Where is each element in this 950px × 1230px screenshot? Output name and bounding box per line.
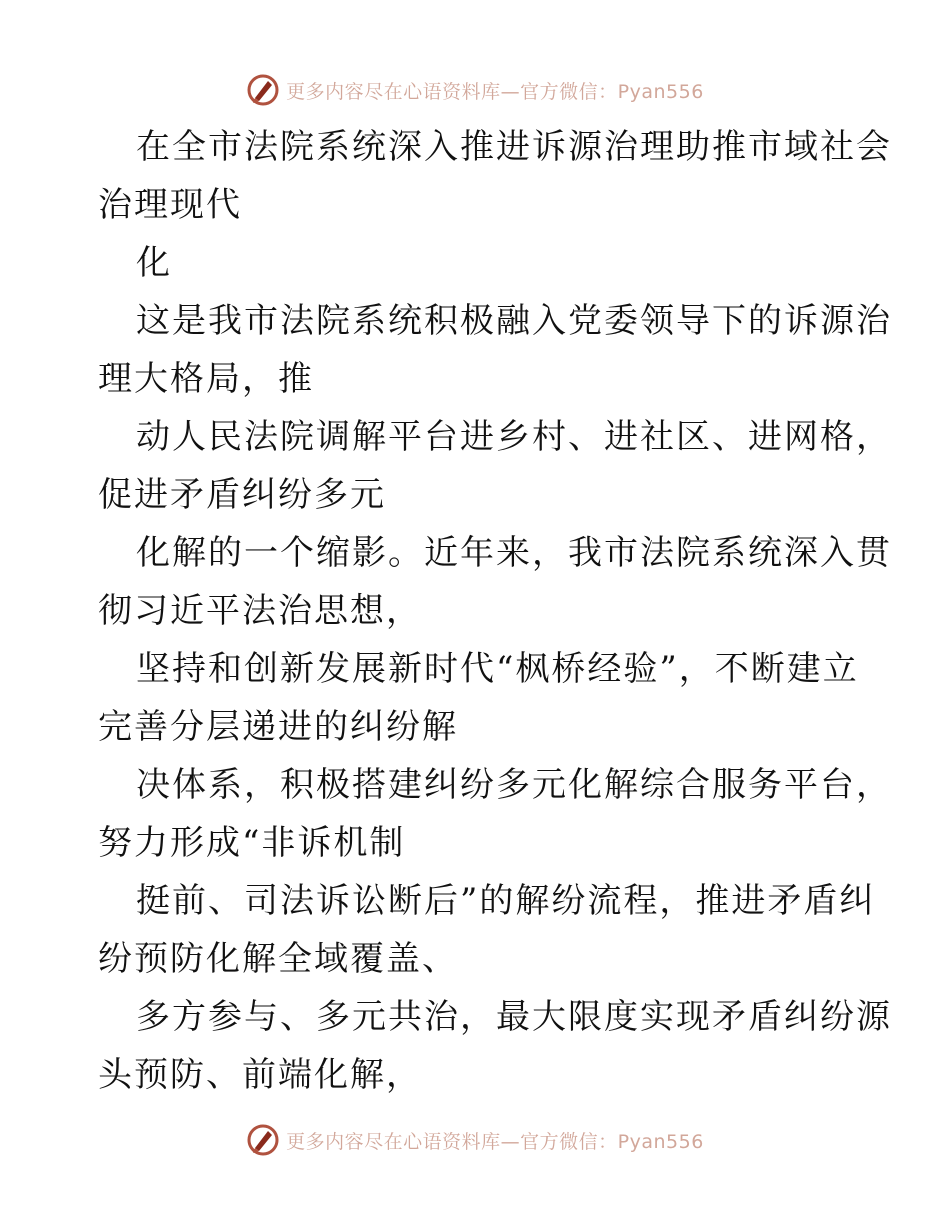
paragraph: 多方参与、多元共治，最大限度实现矛盾纠纷源 头预防、前端化解，: [98, 997, 892, 1095]
quill-pen-logo-icon: [246, 73, 280, 107]
footer-banner-text: 更多内容尽在心语资料库—官方微信：Pyan556: [286, 1130, 704, 1153]
quill-pen-logo-icon: [246, 1123, 280, 1157]
paragraph: 坚持和创新发展新时代“枫桥经验”，不断建立 完善分层递进的纠纷解: [98, 649, 859, 747]
paragraph: 动人民法院调解平台进乡村、进社区、进网格， 促进矛盾纠纷多元: [98, 417, 892, 515]
document-body: [98, 118, 892, 1104]
header-banner: [0, 70, 950, 110]
footer-banner: [0, 1120, 950, 1160]
paragraph: 在全市法院系统深入推进诉源治理助推市域社会 治理现代: [98, 127, 892, 225]
paragraph: 这是我市法院系统积极融入党委领导下的诉源治 理大格局，推: [98, 301, 892, 399]
paragraph: 化: [136, 243, 172, 283]
paragraph: 挺前、司法诉讼断后”的解纷流程，推进矛盾纠 纷预防化解全域覆盖、: [98, 881, 876, 979]
header-banner-text: 更多内容尽在心语资料库—官方微信：Pyan556: [286, 80, 704, 103]
paragraph: 化解的一个缩影。近年来，我市法院系统深入贯 彻习近平法治思想，: [98, 533, 892, 631]
paragraph: 决体系，积极搭建纠纷多元化解综合服务平台， 努力形成“非诉机制: [98, 765, 892, 863]
